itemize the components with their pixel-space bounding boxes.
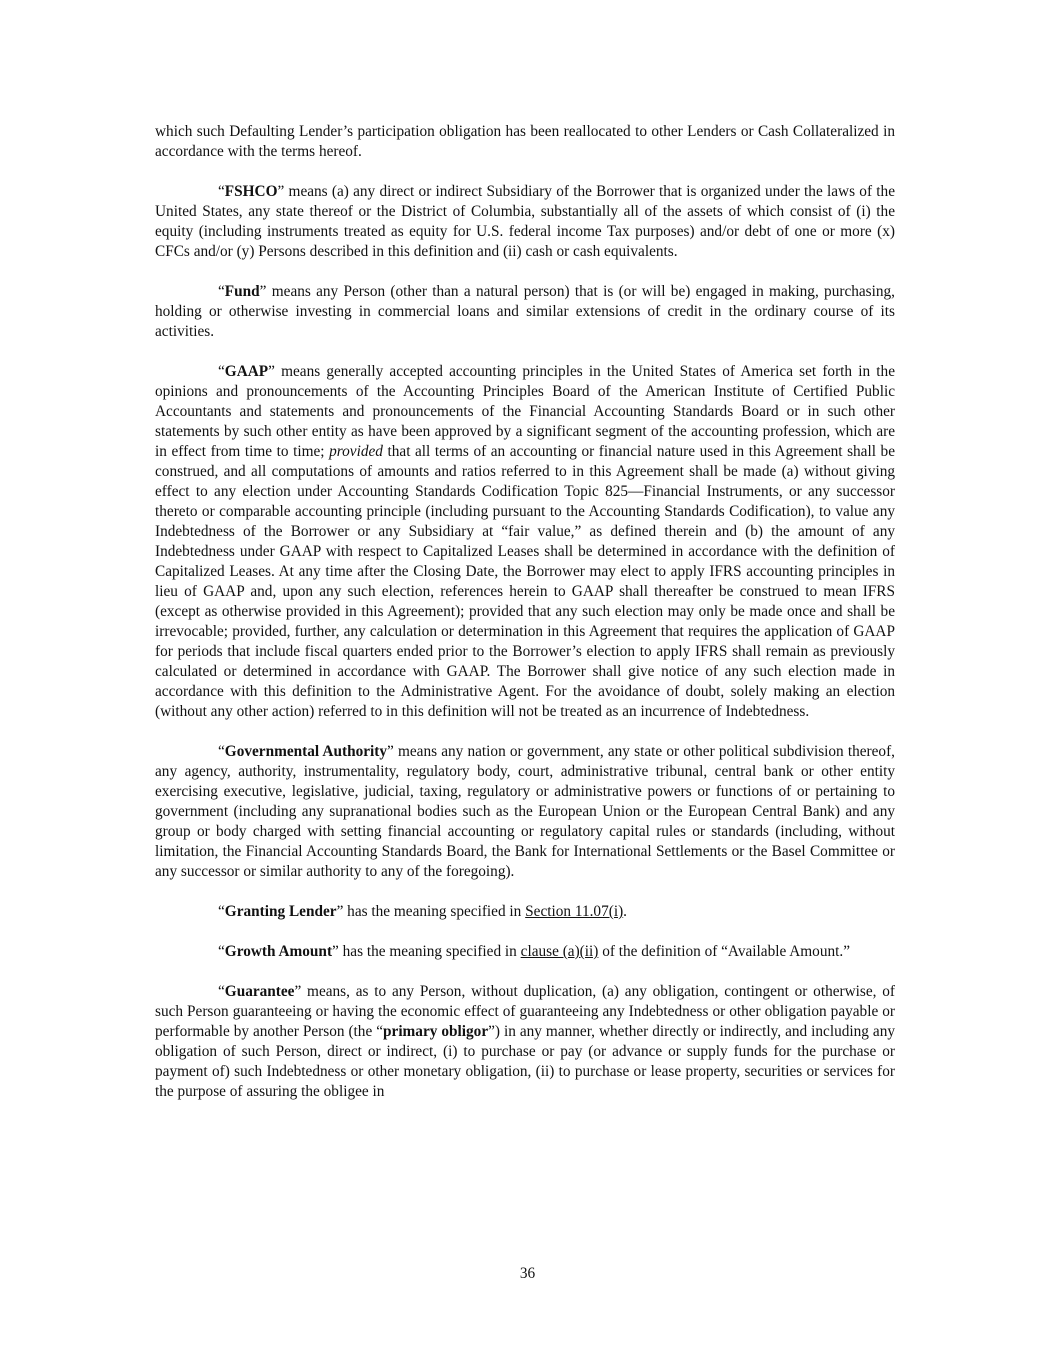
body-text: “ <box>218 363 225 380</box>
body-text: “ <box>218 283 225 300</box>
definition-granting-lender <box>155 902 895 922</box>
body-text: ” means (a) any direct or indirect Subsidiary of the Borrower that is organized under the laws of the United States, any state thereof or the District of Columbia, substantially all of the assets of which consist of (i) the equity (including instruments treated as equity for U.S. federal income Tax purposes) and/or debt of one or more (x) CFCs and/or (y) Persons described in this definition and (ii) cash or cash equivalents. <box>155 183 895 260</box>
body-text: “ <box>218 183 225 200</box>
cross-reference-link[interactable]: clause (a)(ii) <box>520 943 599 960</box>
document-page <box>155 122 895 1122</box>
defined-term: GAAP <box>224 363 269 380</box>
defined-term: Governmental Authority <box>224 743 388 760</box>
definition-fshco <box>155 182 895 262</box>
defined-term: Growth Amount <box>224 943 333 960</box>
body-text: ” means generally accepted accounting principles in the United States of America set forth in the opinions and pronouncements of the Accounting Principles Board of the American Institute of Certified Public Accountants and statements and pronouncements of the Financial Accounting Standards Board or in such other statements by such other entity as have been approved by a significant segment of the accounting profession, which are in effect from time to time; <box>155 363 895 460</box>
defined-term: Granting Lender <box>224 903 337 920</box>
body-text: . <box>623 903 627 920</box>
defined-term: FSHCO <box>224 183 278 200</box>
body-text: ” means, as to any Person, without duplication, (a) any obligation, contingent or otherwise, of such Person guaranteeing or having the economic effect of guaranteeing any Indebtedness or other obligation payable or performable by another Person (the “ <box>155 983 895 1040</box>
body-text: “ <box>218 983 225 1000</box>
body-text: “ <box>218 943 225 960</box>
body-text: “ <box>218 743 225 760</box>
body-text: ” means any nation or government, any state or other political subdivision thereof, any agency, authority, instrumentality, regulatory body, court, administrative tribunal, central bank or other entity exercising executive, legislative, judicial, taxing, regulatory or administrative powers or functions of or pertaining to government (including any supranational bodies such as the European Union or the European Central Bank) and any group or body charged with setting financial accounting or regulatory capital rules or standards (including, without limitation, the Financial Accounting Standards Board, the Bank for International Settlements or the Basel Committee or any successor or similar authority to any of the foregoing). <box>155 743 895 880</box>
definition-gaap <box>155 362 895 722</box>
body-text: “ <box>218 903 225 920</box>
paragraph-continuation <box>155 122 895 162</box>
body-text: ”) in any manner, whether directly or indirectly, and including any obligation of such Person, direct or indirect, (i) to purchase or pay (or advance or supply funds for the purchase or payment of) such Indebtedness or other monetary obligation, (ii) to purchase or lease property, securities or services for the purpose of assuring the obligee in <box>155 1023 895 1100</box>
page-number: 36 <box>519 1265 536 1282</box>
body-text: ” means any Person (other than a natural person) that is (or will be) engaged in making, purchasing, holding or otherwise investing in commercial loans and similar extensions of credit in the ordinary course of its activities. <box>155 283 895 340</box>
cross-reference-link[interactable]: Section 11.07(i) <box>525 903 624 920</box>
defined-term: Guarantee <box>224 983 295 1000</box>
defined-term: Fund <box>224 283 260 300</box>
defined-term: primary obligor <box>383 1023 489 1040</box>
body-text: ” has the meaning specified in <box>336 903 526 920</box>
definition-governmental-authority <box>155 742 895 882</box>
body-text: ” has the meaning specified in <box>332 943 521 960</box>
definition-guarantee <box>155 982 895 1102</box>
italic-text: provided <box>329 443 383 460</box>
definition-growth-amount <box>155 942 895 962</box>
body-text: that all terms of an accounting or financial nature used in this Agreement shall be construed, and all computations of amounts and ratios referred to in this Agreement shall be made (a) without giving effect to any election under Accounting Standards Codification Topic 825—Financial Instruments, or any successor thereto or comparable accounting principle (including pursuant to the Accounting Standards Codification), to value any Indebtedness of the Borrower or any Subsidiary at “fair value,” as defined therein and (b) the amount of any Indebtedness under GAAP with respect to Capitalized Leases shall be determined in accordance with the definition of Capitalized Leases. At any time after the Closing Date, the Borrower may elect to apply IFRS accounting principles in lieu of GAAP and, upon any such election, references herein to GAAP shall thereafter be construed to mean IFRS (except as otherwise provided in this Agreement); provided that any such election may only be made once and shall be irrevocable; provided, further, any calculation or determination in this Agreement that requires the application of GAAP for periods that include fiscal quarters ended prior to the Borrower’s election to apply IFRS shall remain as previously calculated or determined in accordance with GAAP. The Borrower shall give notice of any such election made in accordance with this definition to the Administrative Agent. For the avoidance of doubt, solely making an election (without any other action) referred to in this definition will not be treated as an incurrence of Indebtedness. <box>155 443 895 720</box>
body-text: which such Defaulting Lender’s participation obligation has been reallocated to other Lenders or Cash Collateralized in accordance with the terms hereof. <box>155 123 895 160</box>
body-text: of the definition of “Available Amount.” <box>598 943 850 960</box>
definition-fund <box>155 282 895 342</box>
